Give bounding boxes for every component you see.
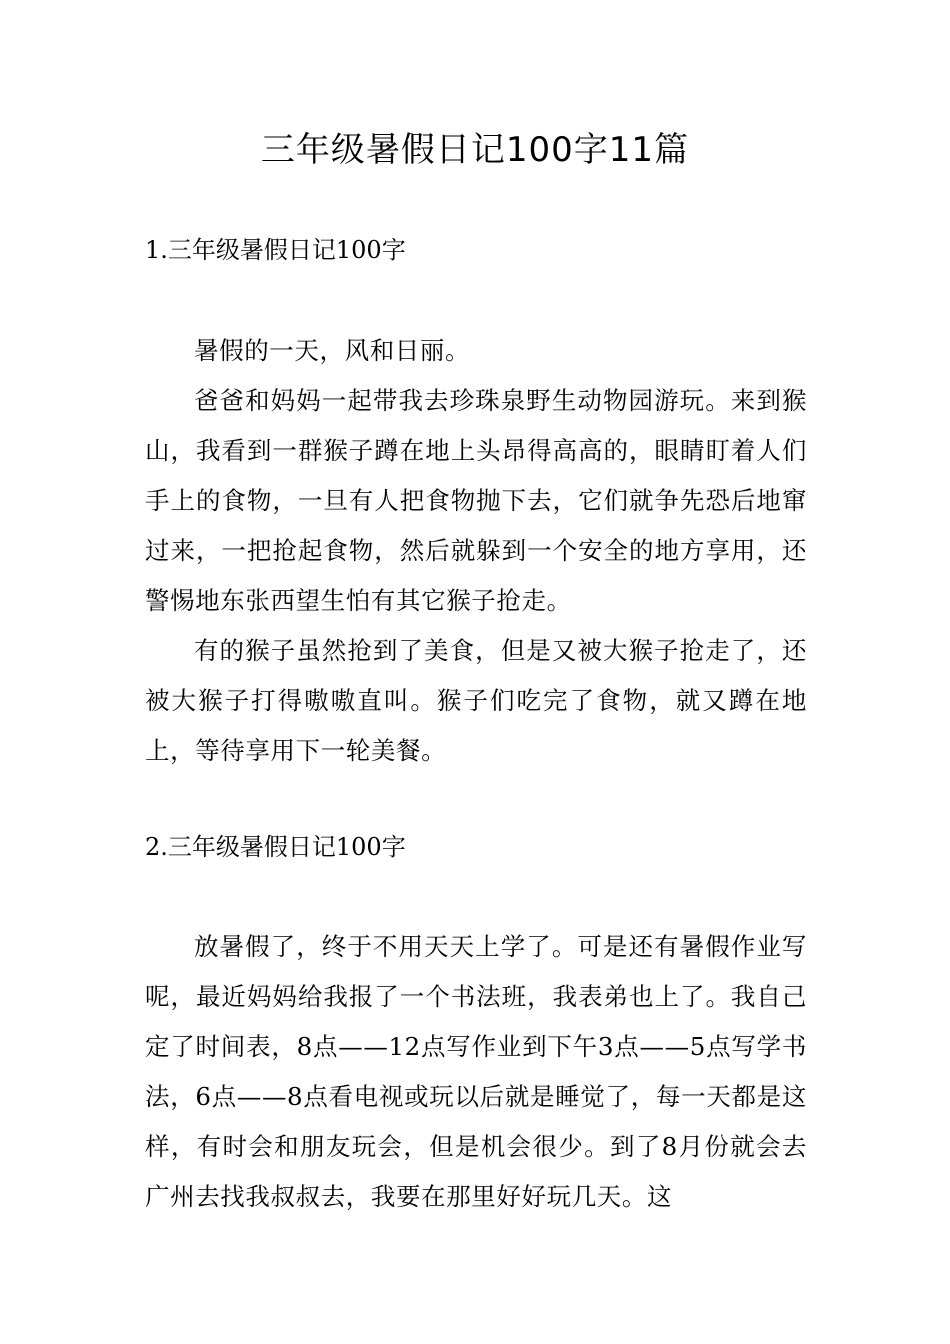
paragraph: 有的猴子虽然抢到了美食，但是又被大猴子抢走了，还被大猴子打得嗷嗷直叫。猴子们吃完了食物，就又蹲在地上，等待享用下一轮美餐。 — [145, 636, 807, 765]
paragraph: 放暑假了，终于不用天天上学了。可是还有暑假作业写呢，最近妈妈给我报了一个书法班，我表弟也上了。我自己定了时间表，8点——12点写作业到下午3点——5点写学书法，6点——8点看电视或玩以后就是睡觉了，每一天都是这样，有时会和朋友玩会，但是机会很少。到了8月份就会去广州去找我叔叔去，我要在那里好好玩几天。这 — [145, 932, 807, 1211]
section-heading: 1.三年级暑假日记100字 — [145, 236, 406, 264]
paragraph: 爸爸和妈妈一起带我去珍珠泉野生动物园游玩。来到猴山，我看到一群猴子蹲在地上头昂得高高的，眼睛盯着人们手上的食物，一旦有人把食物抛下去，它们就争先恐后地窜过来，一把抢起食物，然后就躲到一个安全的地方享用，还警惕地东张西望生怕有其它猴子抢走。 — [145, 386, 807, 615]
paragraph: 暑假的一天，风和日丽。 — [194, 336, 471, 365]
document-title: 三年级暑假日记100字11篇 — [260, 130, 690, 170]
section-heading: 2.三年级暑假日记100字 — [145, 833, 406, 861]
